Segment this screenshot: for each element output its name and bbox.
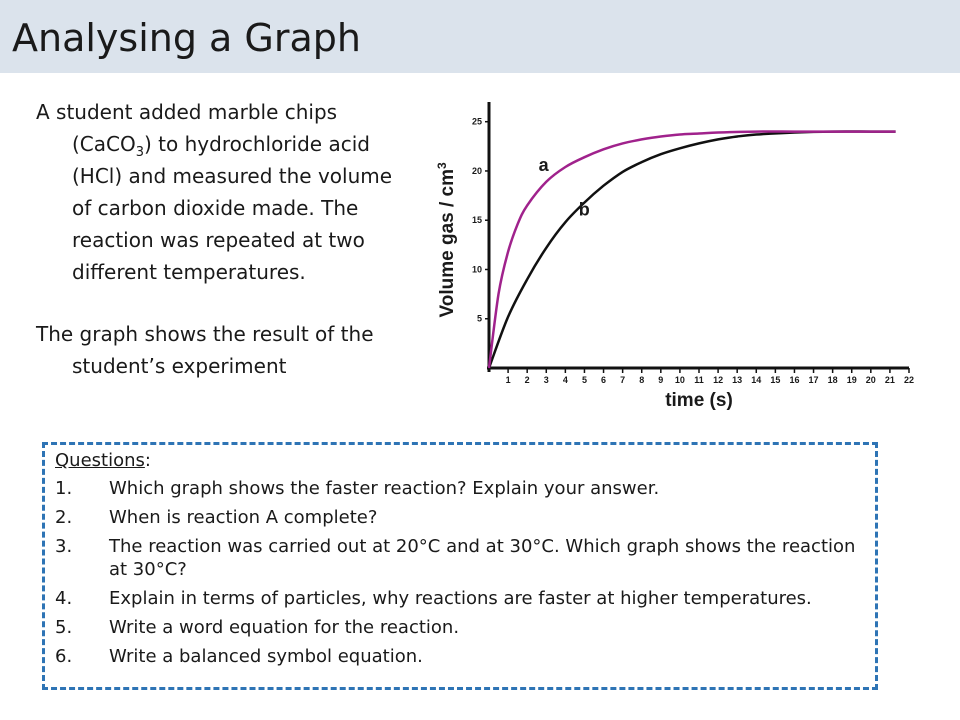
question-item: [55, 506, 871, 529]
x-tick-label: 6: [601, 375, 607, 385]
intro-paragraph-1-part-b: ) to hydrochloride acid (HCl) and measured the volume of carbon dioxide made. The reaction was repeated at two different temperatures.: [72, 132, 393, 284]
x-tick-label: 19: [846, 375, 857, 385]
question-text: The reaction was carried out at 20°C and at 30°C. Which graph shows the reaction at 30°C?: [109, 536, 856, 580]
question-number: 1.: [55, 478, 73, 499]
x-tick-label: 18: [827, 375, 838, 385]
y-axis-title-superscript: 3: [435, 162, 449, 170]
question-number: 3.: [55, 536, 73, 557]
x-tick-label: 7: [620, 375, 626, 385]
chart-svg: [428, 92, 928, 422]
x-tick-label: 17: [808, 375, 819, 385]
x-tick-label: 3: [543, 375, 549, 385]
question-item: [55, 645, 871, 668]
volume-time-chart: [428, 92, 928, 422]
title-bar: [0, 0, 960, 73]
curve-a-line: [489, 132, 896, 368]
x-tick-label: 22: [903, 375, 915, 385]
x-ticks: [506, 368, 914, 385]
y-tick-label: 25: [471, 116, 482, 127]
curve-b-label: b: [578, 199, 590, 220]
question-text: Explain in terms of particles, why reactions are faster at higher temperatures.: [109, 588, 812, 609]
x-tick-label: 5: [581, 375, 587, 385]
question-text: Which graph shows the faster reaction? Explain your answer.: [109, 478, 660, 499]
y-tick-label: 20: [471, 165, 482, 176]
x-tick-label: 13: [732, 375, 743, 385]
y-axis-title-main: Volume gas / cm: [437, 169, 458, 318]
intro-paragraph-1: [36, 96, 408, 288]
y-tick-label: 10: [471, 264, 482, 275]
question-number: 2.: [55, 507, 73, 528]
slide-title: Analysing a Graph: [12, 16, 361, 60]
x-tick-label: 14: [751, 375, 762, 385]
x-tick-label: 1: [505, 375, 511, 385]
question-text: Write a word equation for the reaction.: [109, 617, 460, 638]
question-item: [55, 616, 871, 639]
x-axis-title: time (s): [665, 390, 733, 411]
questions-list: [55, 477, 871, 674]
intro-paragraph-1-part-a: A student added marble chips (CaCO: [36, 100, 338, 156]
x-tick-label: 15: [770, 375, 781, 385]
x-tick-label: 21: [884, 375, 895, 385]
x-tick-label: 12: [713, 375, 724, 385]
x-tick-label: 11: [694, 375, 704, 385]
x-tick-label: 8: [639, 375, 645, 385]
x-tick-label: 10: [674, 375, 685, 385]
y-ticks: [472, 117, 489, 324]
intro-paragraph-2: The graph shows the result of the student’s experiment: [36, 322, 374, 378]
intro-paragraph-1-subscript: 3: [135, 145, 145, 160]
question-item: [55, 477, 871, 500]
curve-b-line: [489, 132, 896, 368]
question-text: Write a balanced symbol equation.: [109, 646, 423, 667]
question-text: When is reaction A complete?: [109, 507, 378, 528]
questions-heading: [55, 449, 151, 473]
curve-a-label: a: [538, 154, 549, 175]
question-item: [55, 535, 871, 581]
y-axis-title: [435, 162, 458, 318]
question-number: 4.: [55, 588, 73, 609]
x-tick-label: 4: [562, 375, 568, 385]
x-tick-label: 9: [658, 375, 664, 385]
intro-text: [36, 96, 408, 382]
y-tick-label: 15: [471, 215, 482, 226]
x-tick-label: 2: [524, 375, 530, 385]
x-tick-label: 16: [789, 375, 800, 385]
question-number: 5.: [55, 617, 73, 638]
x-tick-label: 20: [865, 375, 876, 385]
questions-heading-text: Questions: [55, 450, 145, 471]
questions-heading-colon: :: [144, 450, 151, 471]
y-tick-label: 5: [476, 313, 482, 324]
question-item: [55, 587, 871, 610]
questions-box: [42, 442, 878, 690]
question-number: 6.: [55, 646, 73, 667]
